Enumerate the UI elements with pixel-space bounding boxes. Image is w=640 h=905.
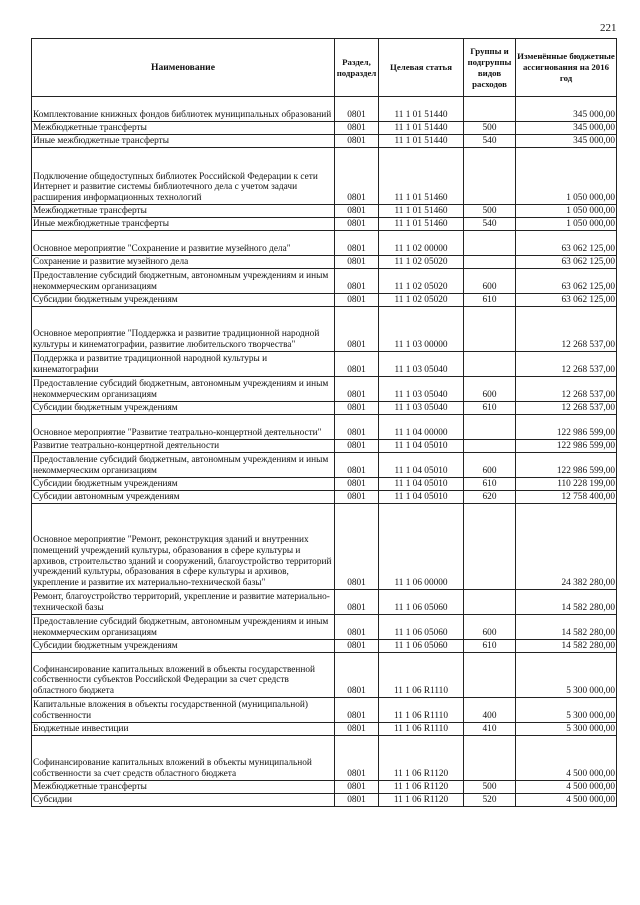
cell-article: 11 1 01 51440: [379, 97, 464, 122]
cell-article: 11 1 06 R1120: [379, 781, 464, 794]
cell-section: 0801: [335, 698, 379, 723]
cell-section: 0801: [335, 478, 379, 491]
cell-amount: 122 986 599,00: [516, 415, 617, 440]
table-row: [32, 218, 617, 231]
table-row: [32, 415, 617, 440]
cell-article: 11 1 06 R1120: [379, 736, 464, 781]
cell-name: Основное мероприятие "Сохранение и развитие музейного дела": [32, 231, 335, 256]
cell-amount: 1 050 000,00: [516, 148, 617, 205]
table-row: [32, 377, 617, 402]
cell-group: 610: [464, 402, 516, 415]
cell-article: 11 1 06 R1110: [379, 653, 464, 698]
column-header-group: Группы и подгруппы видов расходов: [464, 39, 516, 97]
cell-amount: 12 268 537,00: [516, 352, 617, 377]
cell-group: 600: [464, 377, 516, 402]
cell-group: 500: [464, 205, 516, 218]
cell-name: Основное мероприятие "Ремонт, реконструкция зданий и внутренних помещений учреждений культуры, образования в сфере культуры и архивов, строительство зданий и сооружений, благоустройство территорий учреждений культуры, образования в сфере культуры и архивов, укрепление и развитие их материально-технической базы": [32, 504, 335, 590]
cell-amount: 63 062 125,00: [516, 231, 617, 256]
cell-group: 610: [464, 294, 516, 307]
cell-name: Основное мероприятие "Развитие театрально-концертной деятельности": [32, 415, 335, 440]
cell-group: [464, 504, 516, 590]
cell-article: 11 1 03 05040: [379, 352, 464, 377]
cell-section: 0801: [335, 352, 379, 377]
cell-name: Бюджетные инвестиции: [32, 723, 335, 736]
table-row: [32, 402, 617, 415]
cell-amount: 345 000,00: [516, 122, 617, 135]
table-row: [32, 294, 617, 307]
cell-name: Субсидии бюджетным учреждениям: [32, 478, 335, 491]
cell-name: Межбюджетные трансферты: [32, 781, 335, 794]
cell-amount: 12 758 400,00: [516, 491, 617, 504]
cell-group: 620: [464, 491, 516, 504]
cell-group: 600: [464, 615, 516, 640]
column-header-name: Наименование: [32, 39, 335, 97]
table-row: [32, 698, 617, 723]
table-row: [32, 781, 617, 794]
table-row: [32, 504, 617, 590]
cell-group: [464, 352, 516, 377]
cell-name: Поддержка и развитие традиционной народной культуры и кинематографии: [32, 352, 335, 377]
cell-group: [464, 653, 516, 698]
cell-group: [464, 231, 516, 256]
cell-group: 610: [464, 640, 516, 653]
table-row: [32, 640, 617, 653]
cell-group: [464, 97, 516, 122]
cell-section: 0801: [335, 218, 379, 231]
cell-amount: 14 582 280,00: [516, 615, 617, 640]
cell-amount: 110 228 199,00: [516, 478, 617, 491]
table-row: [32, 122, 617, 135]
table-row: [32, 269, 617, 294]
cell-name: Субсидии бюджетным учреждениям: [32, 640, 335, 653]
cell-section: 0801: [335, 402, 379, 415]
cell-group: [464, 256, 516, 269]
cell-amount: 14 582 280,00: [516, 640, 617, 653]
cell-group: [464, 590, 516, 615]
cell-article: 11 1 04 05010: [379, 440, 464, 453]
cell-article: 11 1 04 05010: [379, 453, 464, 478]
table-header: [32, 39, 617, 97]
table-row: [32, 615, 617, 640]
table-body: [32, 97, 617, 807]
table-row: [32, 453, 617, 478]
table-row: [32, 491, 617, 504]
page-number: 221: [600, 22, 617, 34]
cell-article: 11 1 01 51460: [379, 205, 464, 218]
table-row: [32, 794, 617, 807]
table-row: [32, 256, 617, 269]
cell-section: 0801: [335, 794, 379, 807]
cell-amount: 12 268 537,00: [516, 307, 617, 352]
cell-article: 11 1 06 05060: [379, 640, 464, 653]
cell-name: Предоставление субсидий бюджетным, автономным учреждениям и иным некоммерческим организациям: [32, 269, 335, 294]
cell-amount: 4 500 000,00: [516, 736, 617, 781]
cell-amount: 122 986 599,00: [516, 453, 617, 478]
cell-group: 520: [464, 794, 516, 807]
cell-article: 11 1 04 00000: [379, 415, 464, 440]
cell-article: 11 1 06 00000: [379, 504, 464, 590]
cell-name: Субсидии бюджетным учреждениям: [32, 402, 335, 415]
cell-amount: 63 062 125,00: [516, 269, 617, 294]
cell-section: 0801: [335, 453, 379, 478]
cell-section: 0801: [335, 415, 379, 440]
cell-name: Предоставление субсидий бюджетным, автономным учреждениям и иным некоммерческим организациям: [32, 615, 335, 640]
cell-section: 0801: [335, 723, 379, 736]
cell-amount: 4 500 000,00: [516, 794, 617, 807]
table-row: [32, 478, 617, 491]
table-row: [32, 148, 617, 205]
cell-section: 0801: [335, 736, 379, 781]
cell-section: 0801: [335, 653, 379, 698]
cell-section: 0801: [335, 205, 379, 218]
cell-name: Софинансирование капитальных вложений в объекты муниципальной собственности за счет средств областного бюджета: [32, 736, 335, 781]
cell-group: 500: [464, 781, 516, 794]
cell-amount: 1 050 000,00: [516, 218, 617, 231]
cell-name: Ремонт, благоустройство территорий, укрепление и развитие материально-технической базы: [32, 590, 335, 615]
table-row: [32, 135, 617, 148]
cell-article: 11 1 06 R1110: [379, 723, 464, 736]
cell-section: 0801: [335, 640, 379, 653]
cell-amount: 5 300 000,00: [516, 698, 617, 723]
cell-name: Иные межбюджетные трансферты: [32, 135, 335, 148]
cell-name: Развитие театрально-концертной деятельности: [32, 440, 335, 453]
cell-article: 11 1 06 R1120: [379, 794, 464, 807]
cell-section: 0801: [335, 256, 379, 269]
cell-amount: 1 050 000,00: [516, 205, 617, 218]
cell-section: 0801: [335, 491, 379, 504]
cell-amount: 122 986 599,00: [516, 440, 617, 453]
cell-group: [464, 440, 516, 453]
cell-article: 11 1 01 51460: [379, 148, 464, 205]
cell-section: 0801: [335, 135, 379, 148]
table-row: [32, 97, 617, 122]
cell-amount: 345 000,00: [516, 97, 617, 122]
cell-name: Сохранение и развитие музейного дела: [32, 256, 335, 269]
cell-section: 0801: [335, 307, 379, 352]
cell-name: Подключение общедоступных библиотек Российской Федерации к сети Интернет и развитие системы библиотечного дела с учетом задачи расширения информационных технологий: [32, 148, 335, 205]
table-row: [32, 352, 617, 377]
cell-group: 400: [464, 698, 516, 723]
cell-name: Софинансирование капитальных вложений в объекты государственной собственности субъектов Российской Федерации за счет средств областного бюджета: [32, 653, 335, 698]
cell-amount: 12 268 537,00: [516, 377, 617, 402]
cell-name: Иные межбюджетные трансферты: [32, 218, 335, 231]
table-row: [32, 205, 617, 218]
cell-article: 11 1 01 51460: [379, 218, 464, 231]
cell-article: 11 1 01 51440: [379, 135, 464, 148]
cell-article: 11 1 04 05010: [379, 491, 464, 504]
cell-section: 0801: [335, 781, 379, 794]
cell-section: 0801: [335, 294, 379, 307]
table-row: [32, 440, 617, 453]
cell-article: 11 1 01 51440: [379, 122, 464, 135]
cell-name: Субсидии: [32, 794, 335, 807]
cell-section: 0801: [335, 231, 379, 256]
cell-name: Капитальные вложения в объекты государственной (муниципальной) собственности: [32, 698, 335, 723]
cell-section: 0801: [335, 440, 379, 453]
cell-section: 0801: [335, 122, 379, 135]
cell-amount: 4 500 000,00: [516, 781, 617, 794]
budget-table: [31, 38, 617, 807]
cell-section: 0801: [335, 148, 379, 205]
cell-name: Межбюджетные трансферты: [32, 205, 335, 218]
cell-group: 610: [464, 478, 516, 491]
cell-name: Предоставление субсидий бюджетным, автономным учреждениям и иным некоммерческим организациям: [32, 377, 335, 402]
cell-article: 11 1 03 05040: [379, 377, 464, 402]
cell-article: 11 1 02 00000: [379, 231, 464, 256]
cell-article: 11 1 02 05020: [379, 294, 464, 307]
table-row: [32, 307, 617, 352]
cell-section: 0801: [335, 504, 379, 590]
cell-article: 11 1 04 05010: [379, 478, 464, 491]
cell-section: 0801: [335, 269, 379, 294]
cell-amount: 63 062 125,00: [516, 256, 617, 269]
cell-amount: 24 382 280,00: [516, 504, 617, 590]
cell-amount: 12 268 537,00: [516, 402, 617, 415]
cell-article: 11 1 03 00000: [379, 307, 464, 352]
cell-group: 600: [464, 453, 516, 478]
table-row: [32, 723, 617, 736]
cell-amount: 63 062 125,00: [516, 294, 617, 307]
table-row: [32, 736, 617, 781]
cell-group: 500: [464, 122, 516, 135]
cell-name: Межбюджетные трансферты: [32, 122, 335, 135]
cell-article: 11 1 06 05060: [379, 590, 464, 615]
cell-section: 0801: [335, 590, 379, 615]
cell-article: 11 1 03 05040: [379, 402, 464, 415]
column-header-article: Целевая статья: [379, 39, 464, 97]
cell-group: [464, 736, 516, 781]
cell-group: [464, 307, 516, 352]
cell-article: 11 1 06 05060: [379, 615, 464, 640]
cell-name: Комплектование книжных фондов библиотек муниципальных образований: [32, 97, 335, 122]
cell-article: 11 1 06 R1110: [379, 698, 464, 723]
cell-name: Субсидии автономным учреждениям: [32, 491, 335, 504]
cell-amount: 5 300 000,00: [516, 653, 617, 698]
cell-amount: 14 582 280,00: [516, 590, 617, 615]
column-header-amount: Изменённые бюджетные ассигнования на 2016 год: [516, 39, 617, 97]
cell-name: Основное мероприятие "Поддержка и развитие традиционной народной культуры и кинематографии, развитие любительского творчества": [32, 307, 335, 352]
table-row: [32, 590, 617, 615]
cell-amount: 345 000,00: [516, 135, 617, 148]
cell-amount: 5 300 000,00: [516, 723, 617, 736]
column-header-section: Раздел, подраздел: [335, 39, 379, 97]
cell-name: Субсидии бюджетным учреждениям: [32, 294, 335, 307]
cell-group: [464, 148, 516, 205]
cell-group: 600: [464, 269, 516, 294]
cell-section: 0801: [335, 377, 379, 402]
table-row: [32, 653, 617, 698]
cell-group: 540: [464, 135, 516, 148]
cell-group: 410: [464, 723, 516, 736]
cell-section: 0801: [335, 97, 379, 122]
cell-section: 0801: [335, 615, 379, 640]
cell-group: 540: [464, 218, 516, 231]
table-row: [32, 231, 617, 256]
cell-article: 11 1 02 05020: [379, 256, 464, 269]
cell-group: [464, 415, 516, 440]
cell-article: 11 1 02 05020: [379, 269, 464, 294]
cell-name: Предоставление субсидий бюджетным, автономным учреждениям и иным некоммерческим организациям: [32, 453, 335, 478]
